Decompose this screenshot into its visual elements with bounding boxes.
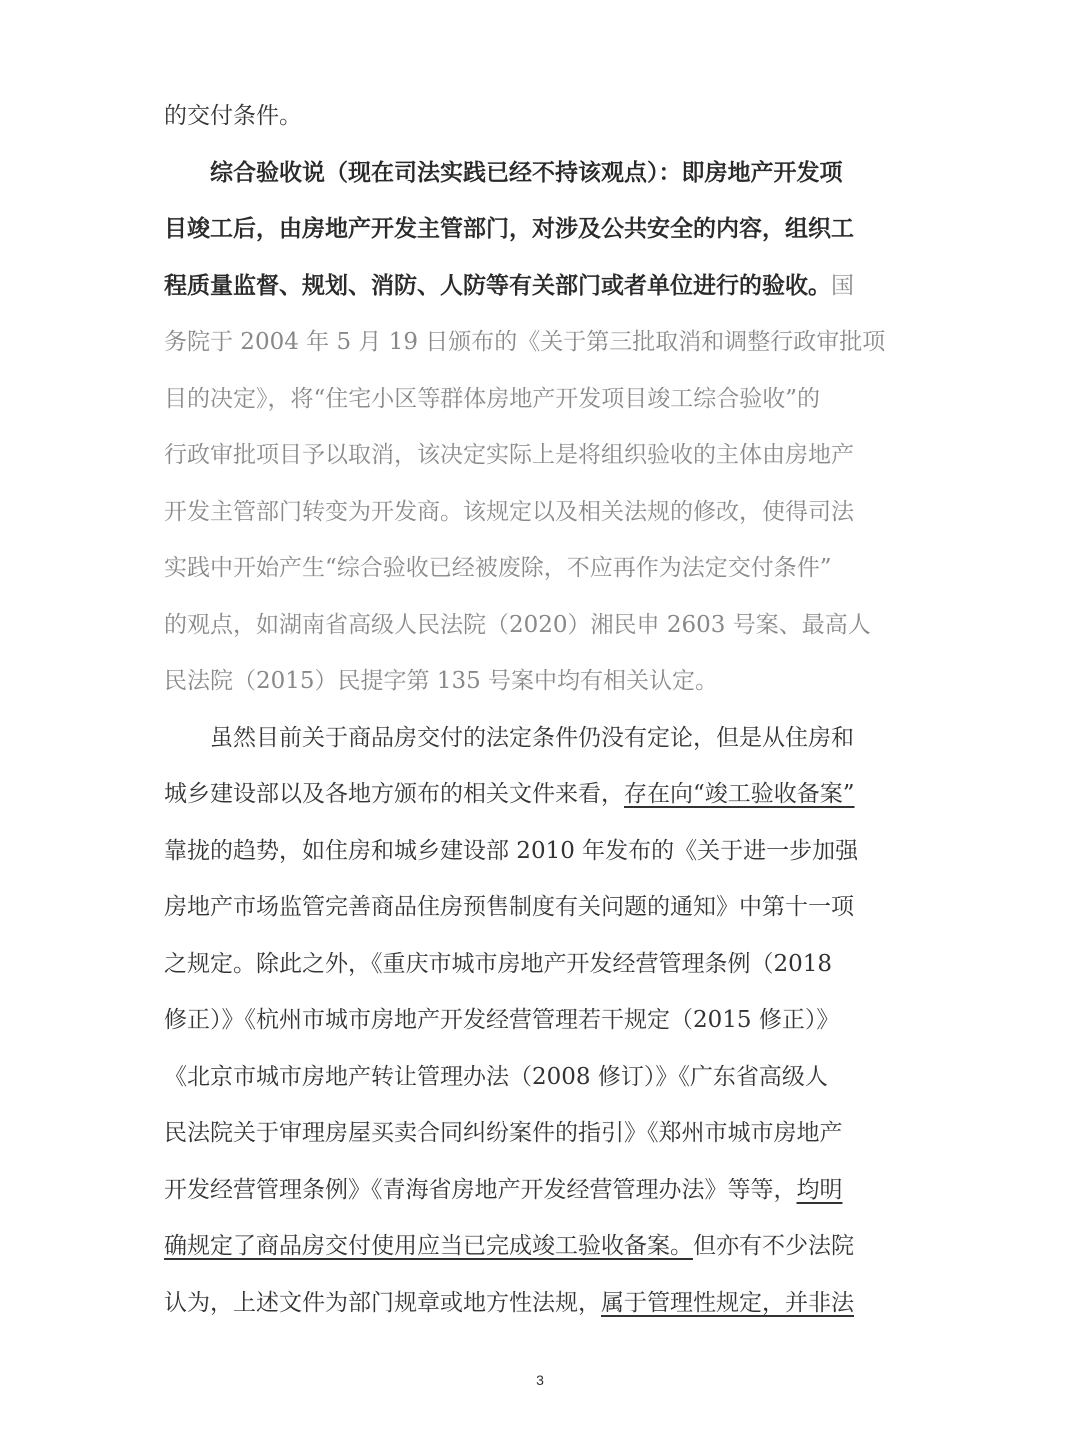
body-text-span: 认为，上述文件为部门规章或地方性法规， bbox=[164, 1289, 601, 1316]
text-line bbox=[164, 540, 916, 597]
text-line bbox=[164, 1049, 916, 1106]
body-text-span: 但亦有不少法院 bbox=[693, 1233, 854, 1259]
gray-text: 国 bbox=[831, 272, 854, 299]
text-line bbox=[164, 1218, 916, 1275]
text-line bbox=[164, 484, 916, 541]
underlined-text: 属于管理性规定，并非法 bbox=[601, 1289, 854, 1316]
body-text bbox=[164, 88, 916, 1331]
body-text-span: 修正）》《杭州市城市房地产开发经营管理若干规定（2015 修正）》 bbox=[164, 1007, 840, 1033]
text-line bbox=[164, 258, 916, 315]
text-line bbox=[164, 879, 916, 936]
body-text-span: 开发经营管理条例》《青海省房地产开发经营管理办法》等等， bbox=[164, 1176, 797, 1203]
underlined-text: 均明 bbox=[796, 1176, 843, 1203]
text-line bbox=[164, 371, 916, 428]
text-line bbox=[164, 597, 916, 654]
bold-text: 综合验收说（现在司法实践已经不持该观点）：即房地产开发项 bbox=[164, 158, 843, 186]
body-text-span: 城乡建设部以及各地方颁布的相关文件来看， bbox=[164, 781, 624, 807]
gray-text: 的观点，如湖南省高级人民法院（2020）湘民申 2603 号案、最高人 bbox=[164, 611, 871, 638]
text-line bbox=[164, 936, 916, 993]
gray-text: 民法院（2015）民提字第 135 号案中均有相关认定。 bbox=[164, 668, 719, 694]
text-line bbox=[164, 823, 916, 880]
text-line bbox=[164, 1105, 916, 1162]
body-text-span: 《北京市城市房地产转让管理办法（2008 修订）》《广东省高级人 bbox=[164, 1063, 828, 1090]
gray-text: 行政审批项目予以取消，该决定实际上是将组织验收的主体由房地产 bbox=[164, 442, 854, 468]
text-line bbox=[164, 427, 916, 484]
bold-text: 程质量监督、规划、消防、人防等有关部门或者单位进行的验收。 bbox=[164, 271, 831, 299]
underlined-text: 存在向“竣工验收备案” bbox=[624, 781, 855, 807]
text-line bbox=[164, 1162, 916, 1219]
text-line bbox=[164, 314, 916, 371]
text-line bbox=[164, 710, 916, 767]
underlined-text: 确规定了商品房交付使用应当已完成竣工验收备案。 bbox=[164, 1233, 693, 1259]
gray-text: 开发主管部门转变为开发商。该规定以及相关法规的修改，使得司法 bbox=[164, 498, 854, 525]
text-line bbox=[164, 88, 916, 145]
gray-text: 实践中开始产生“综合验收已经被废除，不应再作为法定交付条件” bbox=[164, 555, 832, 581]
body-text-span: 靠拢的趋势，如住房和城乡建设部 2010 年发布的《关于进一步加强 bbox=[164, 837, 859, 864]
text-line bbox=[164, 145, 916, 202]
text-line bbox=[164, 201, 916, 258]
body-text-span: 房地产市场监管完善商品住房预售制度有关问题的通知》中第十一项 bbox=[164, 894, 854, 920]
gray-text: 务院于 2004 年 5 月 19 日颁布的《关于第三批取消和调整行政审批项 bbox=[164, 329, 886, 355]
gray-text: 目的决定》，将“住宅小区等群体房地产开发项目竣工综合验收”的 bbox=[164, 385, 821, 412]
text-line bbox=[164, 1275, 916, 1332]
bold-text: 目竣工后，由房地产开发主管部门，对涉及公共安全的内容，组织工 bbox=[164, 215, 854, 242]
text-line bbox=[164, 992, 916, 1049]
body-text-span: 虽然目前关于商品房交付的法定条件仍没有定论，但是从住房和 bbox=[164, 724, 854, 751]
body-text-span: 的交付条件。 bbox=[164, 103, 302, 129]
text-line bbox=[164, 653, 916, 710]
body-text-span: 民法院关于审理房屋买卖合同纠纷案件的指引》《郑州市城市房地产 bbox=[164, 1120, 843, 1146]
body-text-span: 之规定。除此之外，《重庆市城市房地产开发经营管理条例（2018 bbox=[164, 950, 833, 977]
page-number: 3 bbox=[536, 1372, 544, 1388]
text-line bbox=[164, 766, 916, 823]
